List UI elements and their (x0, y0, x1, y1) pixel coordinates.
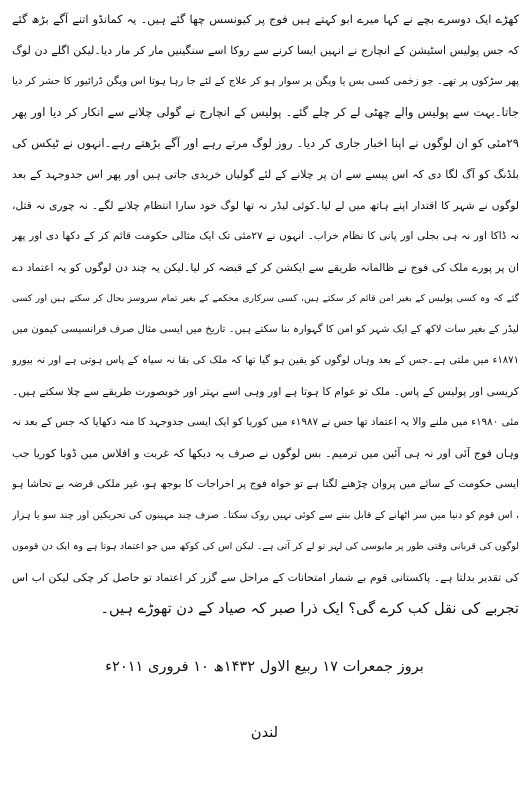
article-line: ان پر پورے ملک کی فوج نے ظالمانہ طریقے سے ایکشن کر کے قبضہ کر لیا۔لیکن یہ چند دن لوگوں کو یہ اعتماد دے (12, 261, 519, 274)
article-line: ۲۹مئی کو ان لوگوں نے اپنا اخبار جاری کر دیا۔ روز لوگ مرتے رہے اور آگے بڑھتے رہے۔انہوں نے ٹیکس کی (12, 136, 519, 150)
article-line: بلڈنگ کو آگ لگا دی کہ اس پیسے سے ان پر چلانے کے لئے گولیاں خریدی جاتی ہیں اور پھر اس جدوجہد کے بعد (12, 168, 519, 181)
article-body (12, 4, 519, 624)
article-line: لیڈر کے بغیر سات لاکھ کے ایک شہر کو امن کا گہوارہ بنا سکتے ہیں۔ تاریخ میں ایسی مثال صرف فرانسیسی کیمون میں (12, 324, 519, 335)
article-line: کریسی اور پولیس کے پاس۔ ملک تو عوام کا ہوتا ہے اور وہی اسے بہتر اور خوبصورت طریقے سے چلا سکتے ہیں۔ (12, 385, 519, 398)
article-line: تجربے کی نقل کب کرے گی؟ ایک ذرا صبر کہ صیاد کے دن تھوڑے ہیں۔ (100, 600, 519, 617)
article-line: کی تقدیر بدلتا ہے۔ پاکستانی قوم بے شمار امتحانات کے مراحل سے گزر کر اعتماد تو حاصل کر چکی لیکن اب اس (12, 571, 519, 584)
article-line: مئی ۱۹۸۰ء میں ملنے والا یہ اعتماد تھا جس نے ۱۹۸۷ء میں کوریا کو ایک ایسی جدوجہد کا منہ دکھایا کہ جس کے بعد نہ (12, 416, 519, 428)
article-line: گئے کہ وہ کسی پولیس کے بغیر امن قائم کر سکتے ہیں، کسی سرکاری محکمے کے بغیر تمام سروسز بحال کر سکتے ہیں اور کسی (12, 293, 519, 304)
article-line: کھڑے ایک دوسرے بچے نے کہا میرے ابو کہتے ہیں فوج پر کیونسس چھا گئے ہیں۔ یہ کمانڈو اتنے آگے بڑھ گئے (12, 13, 519, 26)
article-line: نہ ڈاکا اور نہ ہی بجلی اور پانی کا نظام خراب۔ انہوں نے ۲۷مئی تک ایک مثالی حکومت قائم کر کے دکھا دی اور پھر (12, 230, 519, 242)
article-line: جاتا۔بہت سے پولیس والے چھٹی لے کر چلے گئے۔ پولیس کے انچارج نے گولی چلانے سے انکار کر دیا اور پھر (12, 105, 519, 119)
article-line: ، اس قوم کو دنیا میں سر اٹھانے کے قابل بننے سے کوئی نہیں روک سکتا۔ صرف چند مہینوں کی تحریکیں اور چند سو یا ہزار (12, 510, 519, 521)
dateline: بروز جمعرات ۱۷ ربیع الاول ۱۴۳۲ھ ۱۰ فروری ۲۰۱۱ء (105, 658, 424, 675)
article-line: پھر سڑکوں پر تھے۔ جو زخمی کسی بس یا ویگن پر سوار ہو کر علاج کے لئے جا رہا ہوتا اس ویگن ڈرائیور کا حشر کر دیا (12, 76, 519, 87)
article-line: کہ جس پولیس اسٹیشن کے انچارج نے انہیں ایسا کرنے سے روکا اسے سنگینیں مار کر مار دیا۔لیکن اگلے دن لوگ (12, 44, 519, 57)
article-line: لوگوں نے شہر کا اقتدار اپنے ہاتھ میں لے لیا۔کوئی لیڈر نہ تھا لوگ خود سارا انتظام چلانے لگے۔ نہ چوری نہ قتل، (12, 199, 519, 212)
article-line: ۱۸۷۱ء میں ملتی ہے۔جس کے بعد وہاں لوگوں کو یقین ہو گیا تھا کہ ملک کی بقا نہ سیاہ کے پاس ہوتی ہے اور نہ بیورو (12, 355, 519, 366)
article-line: ایسی حکومت کے سائے میں پروان چڑھنے لگتا ہے تو خواہ فوج پر اخراجات کا بوجھ ہو، غیر ملکی قرضہ بے تحاشا ہو (12, 478, 519, 490)
place-line: لندن (250, 724, 279, 741)
article-line: وہاں فوج آئی اور نہ ہی آئین میں ترمیم۔ بس لوگوں نے صرف یہ دیکھا کہ غربت و افلاس میں ڈوبا کوریا جب (12, 447, 519, 460)
article-line: لوگوں کی قربانی وقتی طور پر مایوسی کی لہر تو لے کر آتی ہے۔ لیکن اس کی کوکھ میں جو اعتماد ہوتا ہے وہ ایک دن قوموں (12, 541, 519, 552)
